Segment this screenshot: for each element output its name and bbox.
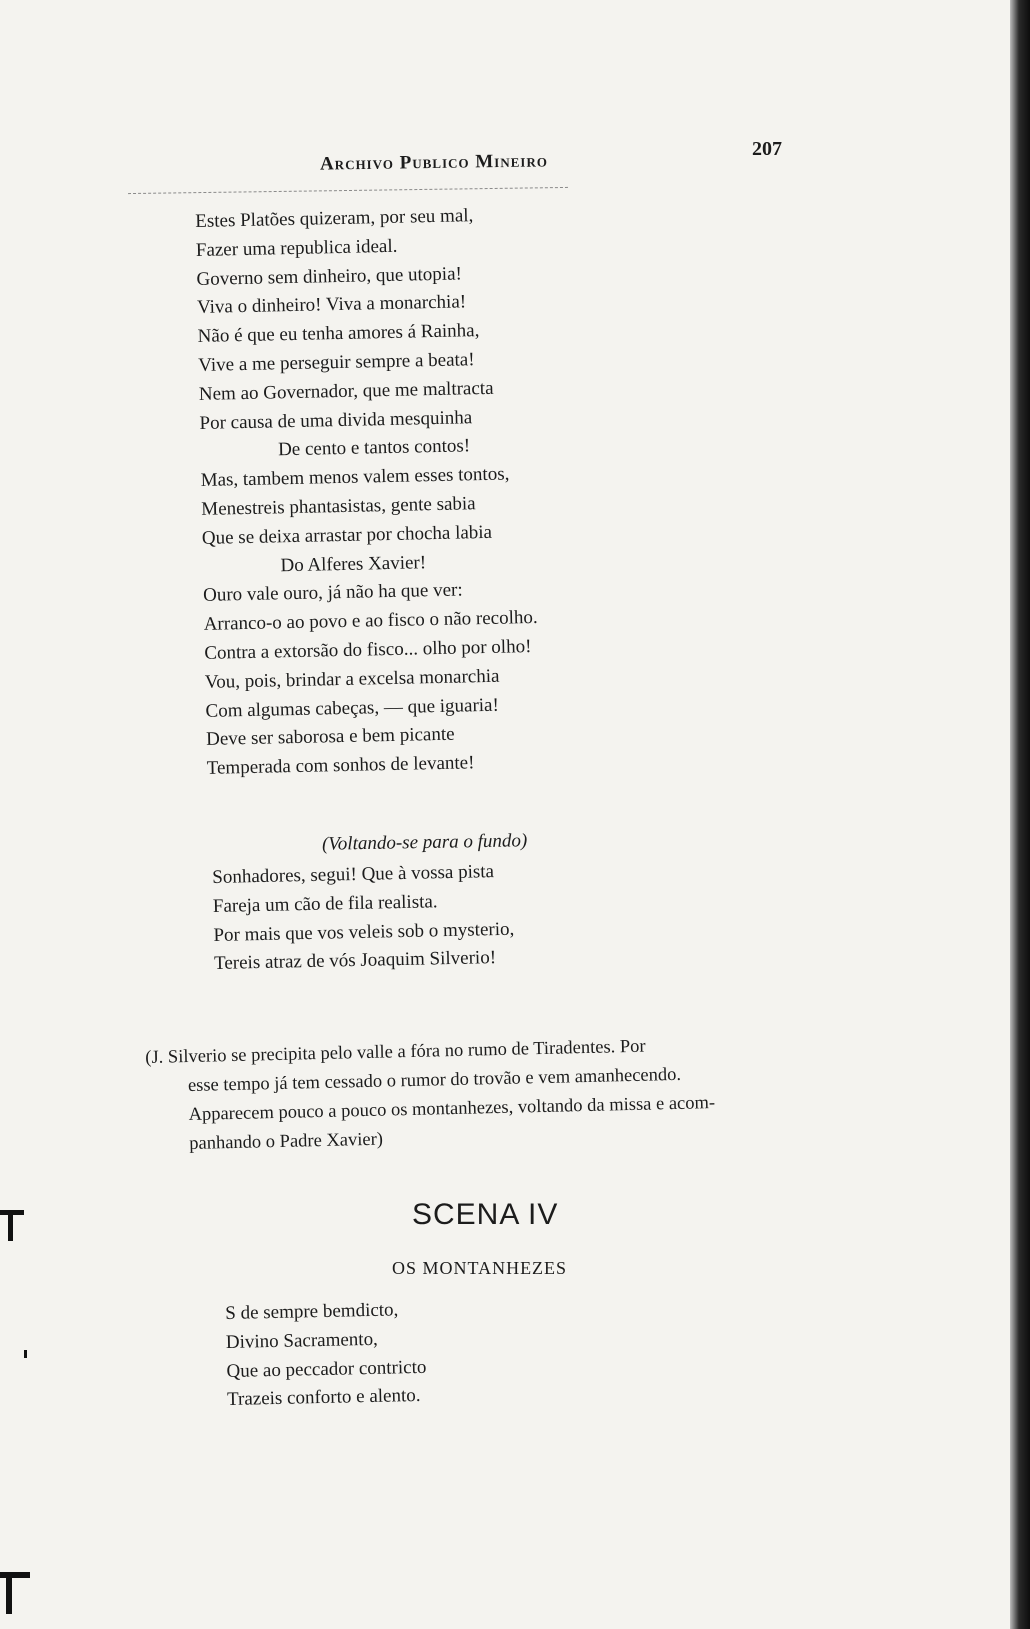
verse-line: Nem ao Governador, que me maltracta (198, 377, 494, 405)
verse-line: Do Alferes Xavier! (280, 551, 427, 576)
verse-line: Estes Platões quizeram, por seu mal, (195, 205, 474, 232)
running-title: Archivo Publico Mineiro (319, 150, 549, 175)
verse-line: Mas, tambem menos valem esses tontos, (200, 463, 510, 492)
stage-direction: (Voltando-se para o fundo) (321, 830, 528, 855)
page-number: 207 (752, 138, 782, 160)
verse-line: Por mais que vos veleis sob o mysterio, (213, 918, 515, 946)
verse-line: Tereis atraz de vós Joaquim Silverio! (213, 947, 497, 975)
verse-line: Não é que eu tenha amores á Rainha, (197, 320, 480, 348)
verse-line: Temperada com sonhos de levante! (206, 752, 475, 780)
page-edge-shadow (1010, 0, 1030, 1629)
ink-mark (8, 1213, 13, 1241)
verse-line: Trazeis conforto e alento. (226, 1385, 421, 1411)
verse-line: S de sempre bemdicto, (225, 1299, 399, 1324)
verse-line: Com algumas cabeças, — que iguaria! (205, 694, 500, 722)
verse-line: Arranco-o ao povo e ao fisco o não recolho. (203, 607, 538, 636)
verse-line: Fareja um cão de fila realista. (212, 891, 438, 917)
prose-line: panhando o Padre Xavier) (189, 1129, 384, 1155)
verse-line: Contra a extorsão do fisco... olho por olho! (204, 636, 532, 664)
prose-line: esse tempo já tem cessado o rumor do trovão e vem amanhecendo. (187, 1064, 682, 1097)
verse-line: Sonhadores, segui! Que à vossa pista (212, 861, 495, 888)
verse-line: Deve ser saborosa e bem picante (205, 724, 455, 751)
prose-line: Apparecem pouco a pouco os montanhezes, voltando da missa e acom- (188, 1093, 716, 1126)
verse-line: Que ao peccador contricto (226, 1356, 427, 1382)
verse-block-3 (225, 1296, 427, 1415)
verse-line: Menestreis phantasistas, gente sabia (201, 493, 476, 520)
verse-block-1 (195, 201, 541, 784)
ink-mark (0, 1572, 30, 1578)
verse-line: Por causa de uma divida mesquinha (199, 406, 473, 434)
ink-mark (6, 1576, 12, 1614)
scene-subtitle: OS MONTANHEZES (392, 1258, 568, 1278)
ink-mark (24, 1350, 27, 1358)
verse-line: Ouro vale ouro, já não ha que ver: (202, 579, 463, 607)
verse-line: Governo sem dinheiro, que utopia! (196, 263, 463, 290)
header-rule (128, 187, 568, 194)
scene-title: SCENA IV (412, 1198, 559, 1231)
prose-stage-direction (145, 1029, 807, 1160)
verse-line: De cento e tantos contos! (277, 435, 471, 461)
verse-line: Vou, pois, brindar a excelsa monarchia (204, 665, 500, 693)
verse-block-2 (212, 858, 515, 979)
verse-line: Fazer uma republica ideal. (195, 235, 398, 261)
verse-line: Vive a me perseguir sempre a beata! (198, 349, 475, 376)
verse-line: Viva o dinheiro! Viva a monarchia! (196, 291, 467, 319)
verse-line: Divino Sacramento, (225, 1328, 379, 1353)
verse-line: Que se deixa arrastar por chocha labia (201, 521, 493, 549)
prose-line: (J. Silverio se precipita pelo valle a fóra no rumo de Tiradentes. Por (145, 1036, 646, 1068)
